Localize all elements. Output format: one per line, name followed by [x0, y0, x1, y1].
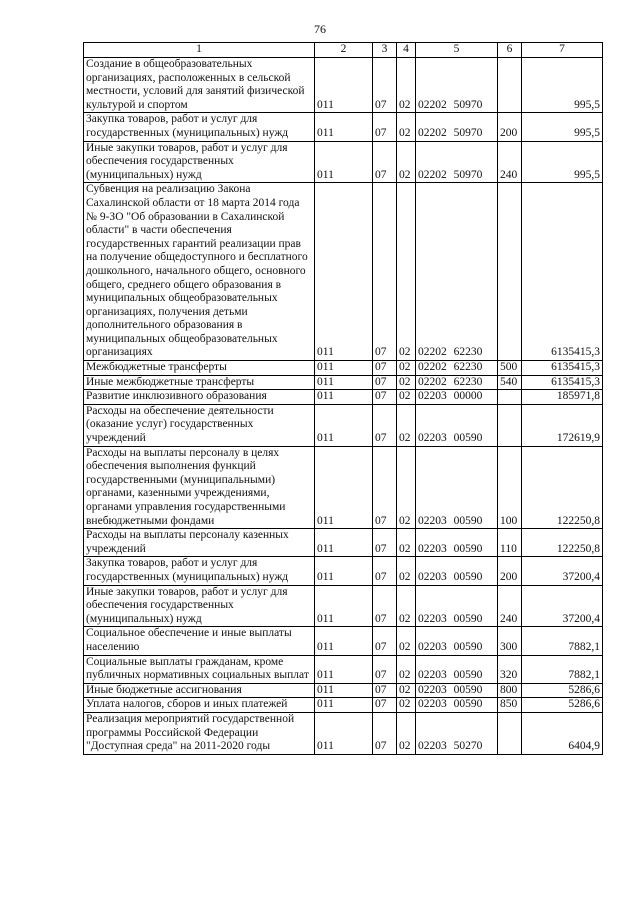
expense-name: Субвенция на реализацию Закона Сахалинской области от 18 марта 2014 года № 9-ЗО "Об образовании в Сахалинской области" в части обеспечения государственных гарантий реализации прав на получение общедоступного и бесплатного дошкольного, начального общего, основного общего, среднего общего образования в муниципальных общеобразовательных организациях, получения детьми дополнительного образования в муниципальных общеобразовательных организациях	[84, 183, 315, 361]
header-col-6: 6	[498, 43, 522, 58]
expense-type-code	[498, 58, 522, 113]
amount: 995,5	[522, 113, 603, 141]
expense-name: Иные закупки товаров, работ и услуг для обеспечения государственных (муниципальных) нужд	[84, 141, 315, 183]
expense-type-code: 850	[498, 698, 522, 713]
expense-type-code: 240	[498, 585, 522, 627]
grbs-code: 011	[315, 113, 373, 141]
subsection-code: 02	[397, 529, 416, 557]
target-article-code: 02203 00590	[416, 585, 498, 627]
target-article-code: 02203 50270	[416, 712, 498, 754]
section-code: 07	[373, 557, 397, 585]
table-row	[84, 557, 603, 585]
amount: 122250,8	[522, 446, 603, 529]
grbs-code: 011	[315, 375, 373, 390]
subsection-code: 02	[397, 390, 416, 405]
target-article-code: 02203 00590	[416, 404, 498, 446]
amount: 6135415,3	[522, 183, 603, 361]
table-row	[84, 390, 603, 405]
grbs-code: 011	[315, 446, 373, 529]
expense-name: Расходы на выплаты персоналу казенных учреждений	[84, 529, 315, 557]
amount: 122250,8	[522, 529, 603, 557]
expense-type-code	[498, 390, 522, 405]
target-article-code: 02202 62230	[416, 361, 498, 376]
grbs-code: 011	[315, 655, 373, 683]
target-article-code: 02203 00590	[416, 698, 498, 713]
subsection-code: 02	[397, 375, 416, 390]
subsection-code: 02	[397, 404, 416, 446]
table-row	[84, 183, 603, 361]
section-code: 07	[373, 446, 397, 529]
table-row	[84, 375, 603, 390]
amount: 7882,1	[522, 627, 603, 655]
expense-type-code: 240	[498, 141, 522, 183]
section-code: 07	[373, 58, 397, 113]
target-article-code: 02202 62230	[416, 183, 498, 361]
amount: 172619,9	[522, 404, 603, 446]
section-code: 07	[373, 712, 397, 754]
expense-name: Расходы на обеспечение деятельности (оказание услуг) государственных учреждений	[84, 404, 315, 446]
subsection-code: 02	[397, 585, 416, 627]
section-code: 07	[373, 141, 397, 183]
amount: 6135415,3	[522, 375, 603, 390]
expense-name: Иные межбюджетные трансферты	[84, 375, 315, 390]
expense-type-code: 100	[498, 446, 522, 529]
section-code: 07	[373, 113, 397, 141]
amount: 6404,9	[522, 712, 603, 754]
subsection-code: 02	[397, 557, 416, 585]
header-col-4: 4	[397, 43, 416, 58]
table-row	[84, 58, 603, 113]
target-article-code: 02203 00590	[416, 683, 498, 698]
table-row	[84, 585, 603, 627]
subsection-code: 02	[397, 113, 416, 141]
grbs-code: 011	[315, 361, 373, 376]
amount: 6135415,3	[522, 361, 603, 376]
amount: 37200,4	[522, 585, 603, 627]
header-col-5: 5	[416, 43, 498, 58]
target-article-code: 02203 00590	[416, 655, 498, 683]
expense-name: Закупка товаров, работ и услуг для государственных (муниципальных) нужд	[84, 113, 315, 141]
table-row	[84, 655, 603, 683]
amount: 995,5	[522, 58, 603, 113]
expense-name: Межбюджетные трансферты	[84, 361, 315, 376]
header-col-3: 3	[373, 43, 397, 58]
section-code: 07	[373, 361, 397, 376]
expense-name: Социальное обеспечение и иные выплаты населению	[84, 627, 315, 655]
expense-name: Развитие инклюзивного образования	[84, 390, 315, 405]
grbs-code: 011	[315, 141, 373, 183]
subsection-code: 02	[397, 58, 416, 113]
target-article-code: 02202 50970	[416, 113, 498, 141]
subsection-code: 02	[397, 361, 416, 376]
expense-type-code: 300	[498, 627, 522, 655]
grbs-code: 011	[315, 683, 373, 698]
grbs-code: 011	[315, 58, 373, 113]
expense-name: Расходы на выплаты персоналу в целях обеспечения выполнения функций государственными (муниципальными) органами, казенными учреждениями, органами управления государственными внебюджетными фондами	[84, 446, 315, 529]
section-code: 07	[373, 390, 397, 405]
section-code: 07	[373, 683, 397, 698]
section-code: 07	[373, 698, 397, 713]
expense-type-code: 500	[498, 361, 522, 376]
grbs-code: 011	[315, 529, 373, 557]
subsection-code: 02	[397, 141, 416, 183]
budget-table-body	[84, 58, 603, 755]
expense-type-code	[498, 183, 522, 361]
section-code: 07	[373, 375, 397, 390]
subsection-code: 02	[397, 627, 416, 655]
table-row	[84, 627, 603, 655]
expense-type-code: 200	[498, 557, 522, 585]
expense-name: Уплата налогов, сборов и иных платежей	[84, 698, 315, 713]
subsection-code: 02	[397, 655, 416, 683]
section-code: 07	[373, 655, 397, 683]
target-article-code: 02203 00590	[416, 557, 498, 585]
table-row	[84, 698, 603, 713]
header-col-1: 1	[84, 43, 315, 58]
table-row	[84, 113, 603, 141]
section-code: 07	[373, 529, 397, 557]
grbs-code: 011	[315, 183, 373, 361]
amount: 7882,1	[522, 655, 603, 683]
target-article-code: 02203 00000	[416, 390, 498, 405]
amount: 185971,8	[522, 390, 603, 405]
expense-name: Закупка товаров, работ и услуг для государственных (муниципальных) нужд	[84, 557, 315, 585]
section-code: 07	[373, 183, 397, 361]
target-article-code: 02202 50970	[416, 141, 498, 183]
table-row	[84, 683, 603, 698]
target-article-code: 02203 00590	[416, 529, 498, 557]
grbs-code: 011	[315, 698, 373, 713]
expense-type-code: 320	[498, 655, 522, 683]
grbs-code: 011	[315, 627, 373, 655]
grbs-code: 011	[315, 585, 373, 627]
section-code: 07	[373, 404, 397, 446]
expense-type-code: 800	[498, 683, 522, 698]
header-col-7: 7	[522, 43, 603, 58]
subsection-code: 02	[397, 698, 416, 713]
subsection-code: 02	[397, 712, 416, 754]
expense-name: Иные бюджетные ассигнования	[84, 683, 315, 698]
section-code: 07	[373, 585, 397, 627]
expense-name: Создание в общеобразовательных организациях, расположенных в сельской местности, условий для занятий физической культурой и спортом	[84, 58, 315, 113]
header-col-2: 2	[315, 43, 373, 58]
budget-table	[83, 42, 603, 755]
subsection-code: 02	[397, 183, 416, 361]
amount: 5286,6	[522, 698, 603, 713]
amount: 5286,6	[522, 683, 603, 698]
expense-name: Реализация мероприятий государственной программы Российской Федерации "Доступная среда" на 2011-2020 годы	[84, 712, 315, 754]
expense-type-code: 200	[498, 113, 522, 141]
expense-name: Социальные выплаты гражданам, кроме публичных нормативных социальных выплат	[84, 655, 315, 683]
expense-type-code: 110	[498, 529, 522, 557]
table-row	[84, 446, 603, 529]
table-row	[84, 529, 603, 557]
grbs-code: 011	[315, 404, 373, 446]
amount: 37200,4	[522, 557, 603, 585]
table-row	[84, 141, 603, 183]
table-row	[84, 712, 603, 754]
amount: 995,5	[522, 141, 603, 183]
target-article-code: 02203 00590	[416, 627, 498, 655]
expense-type-code	[498, 404, 522, 446]
expense-name: Иные закупки товаров, работ и услуг для обеспечения государственных (муниципальных) нужд	[84, 585, 315, 627]
section-code: 07	[373, 627, 397, 655]
subsection-code: 02	[397, 446, 416, 529]
grbs-code: 011	[315, 557, 373, 585]
target-article-code: 02202 62230	[416, 375, 498, 390]
subsection-code: 02	[397, 683, 416, 698]
page-number: 76	[314, 22, 326, 36]
header-row	[84, 43, 603, 58]
grbs-code: 011	[315, 712, 373, 754]
target-article-code: 02203 00590	[416, 446, 498, 529]
table-row	[84, 361, 603, 376]
expense-type-code: 540	[498, 375, 522, 390]
target-article-code: 02202 50970	[416, 58, 498, 113]
expense-type-code	[498, 712, 522, 754]
table-row	[84, 404, 603, 446]
grbs-code: 011	[315, 390, 373, 405]
